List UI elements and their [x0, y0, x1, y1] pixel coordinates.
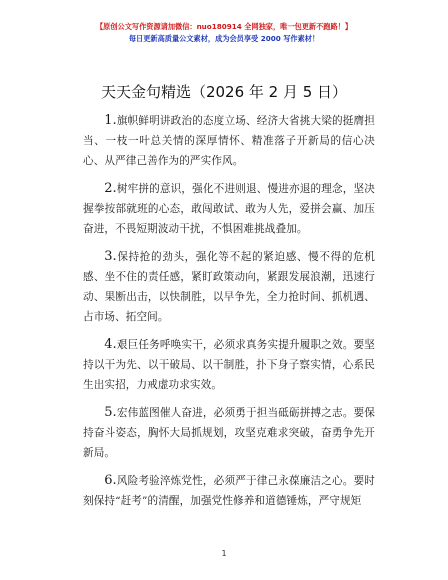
paragraph	[83, 179, 375, 239]
promo-banner	[0, 22, 448, 44]
paragraph	[83, 471, 375, 511]
paragraph-text: 旗帜鲜明讲政治的态度立场、经济大省挑大梁的挺膺担当、一枝一叶总关情的深厚情怀、精准落子开新局的信心决心、从严律己善作为的严实作风。	[83, 115, 375, 167]
paragraph-text: 风险考验淬炼党性，必须严于律己永葆廉洁之心。要时刻保持“赶考”的清醒，加强党性修养和道德锤炼，严守规矩	[83, 475, 375, 507]
promo-line-contact: 【原创公文写作资源请加微信：nuo180914 全网独家，唯一包更新不跑路！】	[95, 22, 353, 31]
paragraph-number: 5.	[104, 405, 117, 420]
document-title: 天天金句精选（2026 年 2 月 5 日）	[100, 83, 348, 101]
paragraph	[83, 335, 375, 395]
document-body	[83, 111, 375, 519]
paragraph	[83, 111, 375, 171]
paragraph	[83, 403, 375, 463]
page-number: 1	[221, 549, 227, 558]
promo-line-membership: 每日更新高质量公文素材，成为会员享受 2000 写作素材！	[128, 34, 320, 43]
paragraph	[83, 247, 375, 327]
paragraph-number: 6.	[104, 473, 117, 488]
paragraph-number: 4.	[104, 337, 117, 352]
paragraph-text: 宏伟蓝图催人奋进，必须勇于担当砥砺拼搏之志。要保持奋斗姿态，胸怀大局抓规划，攻坚克难求突破，奋勇争先开新局。	[83, 407, 375, 459]
paragraph-number: 2.	[104, 181, 117, 196]
paragraph-text: 树牢拼的意识，强化不进则退、慢进亦退的理念，坚决握拳按部就班的心态，敢闯敢试、敢为人先，爱拼会赢、加压奋进，不畏短期波动干扰，不惧困难挑战叠加。	[83, 183, 375, 235]
paragraph-text: 保持抢的劲头，强化等不起的紧迫感、慢不得的危机感、坐不住的责任感，紧盯政策动向，紧跟发展浪潮，迅速行动、果断出击，以快制胜，以早争先，全力抢时间、抓机遇、占市场、拓空间。	[83, 251, 375, 323]
paragraph-number: 1.	[104, 113, 117, 128]
paragraph-text: 艰巨任务呼唤实干，必须求真务实提升履职之效。要坚持以干为先、以干破局、以干制胜，扑下身子察实情，心系民生出实招，力戒虚功求实效。	[83, 339, 375, 391]
paragraph-number: 3.	[104, 249, 117, 264]
